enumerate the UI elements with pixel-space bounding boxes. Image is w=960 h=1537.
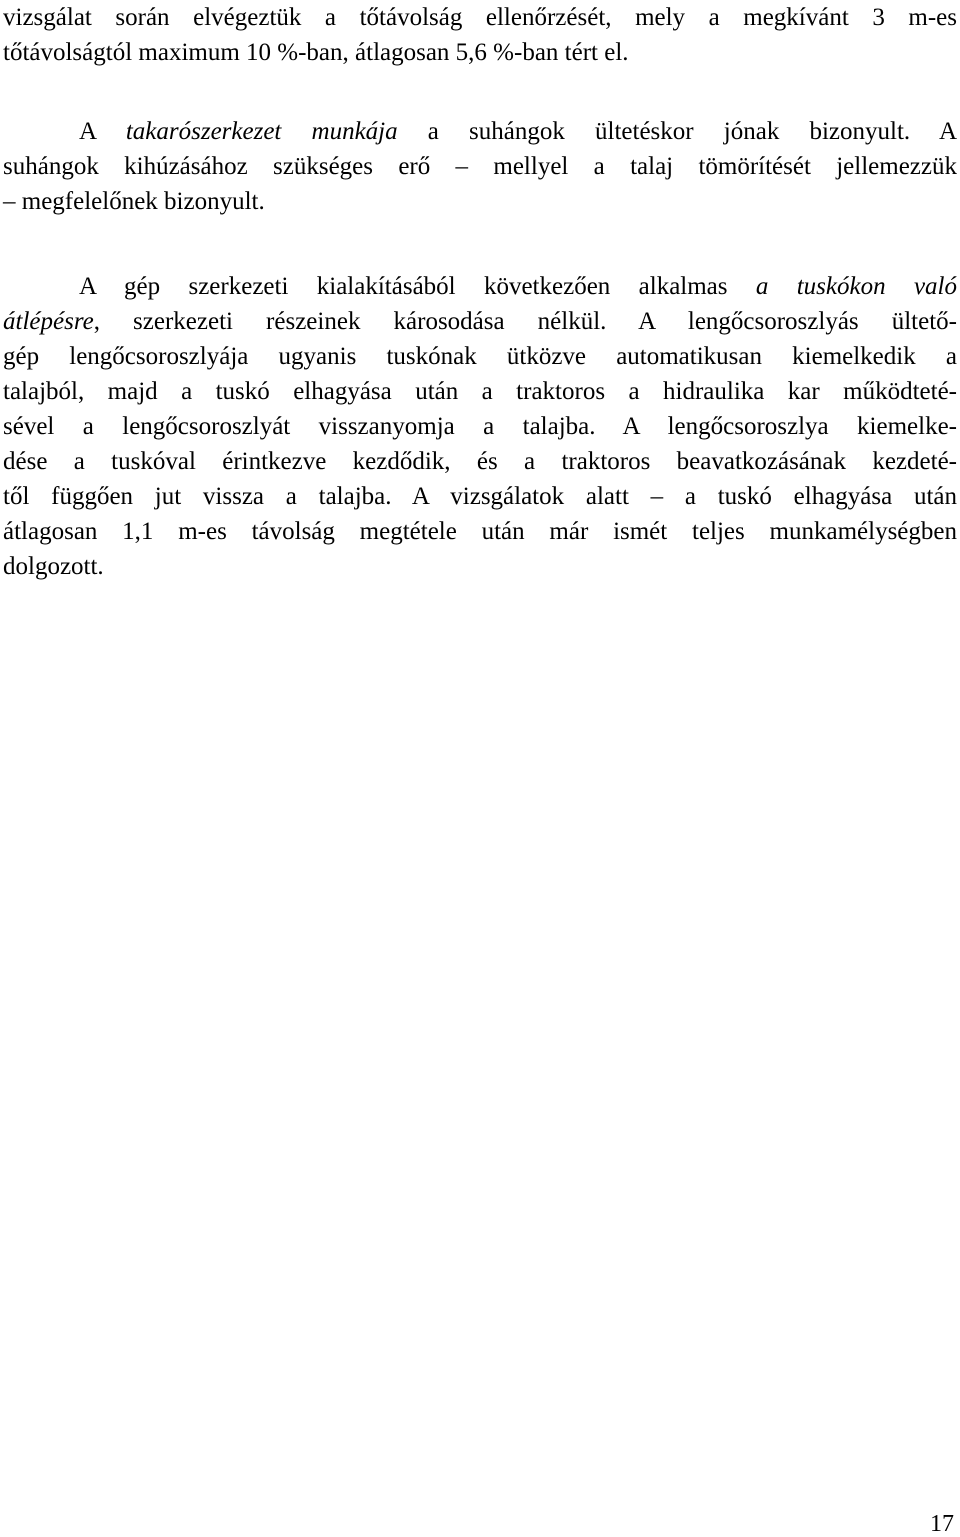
- paragraph-2-text: A: [79, 118, 126, 145]
- paragraph-3-line-4: talajból, majd a tuskó elhagyása után a traktoros a hidraulika kar működteté-: [3, 378, 957, 405]
- page-number: 17: [930, 1511, 954, 1537]
- paragraph-3-emphasis: a tuskókon való: [755, 273, 957, 300]
- paragraph-3-text: A gép szerkezeti kialakításából következően alkalmas: [79, 273, 756, 300]
- paragraph-3-line-7: től függően jut vissza a talajba. A vizsgálatok alatt – a tuskó elhagyása után: [3, 483, 957, 510]
- paragraph-3-line-6: dése a tuskóval érintkezve kezdődik, és a traktoros beavatkozásának kezdeté-: [3, 448, 957, 475]
- paragraph-3-line-1: [79, 269, 957, 304]
- paragraph-3-text: , szerkezeti részeinek károsodása nélkül. A lengőcsoroszlyás ültető-: [93, 308, 957, 335]
- paragraph-2-text: a suhángok ültetéskor jónak bizonyult. A: [397, 118, 957, 145]
- paragraph-1-line-2: tőtávolságtól maximum 10 %-ban, átlagosan 5,6 %-ban tért el.: [3, 39, 629, 66]
- paragraph-2-line-1: [79, 114, 957, 149]
- paragraph-2-line-3: – megfelelőnek bizonyult.: [3, 188, 265, 215]
- paragraph-3-line-9: dolgozott.: [3, 553, 104, 580]
- paragraph-3-emphasis: átlépésre: [3, 308, 94, 335]
- paragraph-2-line-2: suhángok kihúzásához szükséges erő – mellyel a talaj tömörítését jellemezzük: [3, 153, 957, 180]
- paragraph-3-line-3: gép lengőcsoroszlyája ugyanis tuskónak ütközve automatikusan kiemelkedik a: [3, 343, 957, 370]
- paragraph-3-line-5: sével a lengőcsoroszlyát visszanyomja a talajba. A lengőcsoroszlya kiemelke-: [3, 413, 957, 440]
- paragraph-2-emphasis: takarószerkezet munkája: [125, 118, 398, 145]
- paragraph-3-line-8: átlagosan 1,1 m-es távolság megtétele után már ismét teljes munkamélységben: [3, 518, 957, 545]
- paragraph-1-line-1: vizsgálat során elvégeztük a tőtávolság ellenőrzését, mely a megkívánt 3 m-es: [3, 4, 957, 31]
- paragraph-3-line-2: [3, 304, 957, 339]
